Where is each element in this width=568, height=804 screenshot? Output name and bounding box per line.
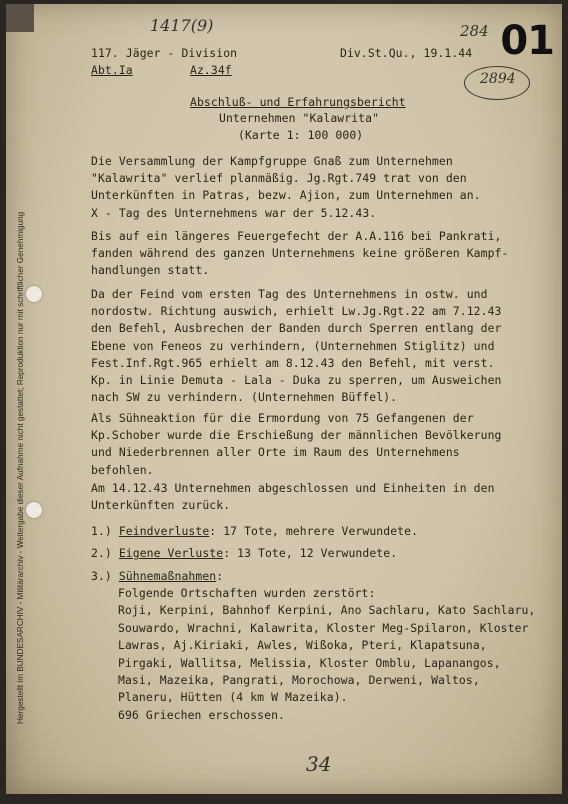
destroyed-villages-line: Roji, Kerpini, Bahnhof Kerpini, Ano Sachlaru, Kato Sachlaru, (118, 603, 536, 618)
list-number: 2.) (91, 546, 119, 560)
destroyed-villages-line: Planeru, Hütten (4 km W Mazeika). (118, 690, 348, 705)
punch-hole-bottom (26, 502, 42, 518)
paragraph-1-line: X - Tag des Unternehmens war der 5.12.43. (91, 205, 377, 220)
archive-stamp-text: Hergestellt im BUNDESARCHIV - Militärarchiv - Weitergabe dieser Aufnahme nicht gestattet; Reproduktion nur mit schriftlicher Genehmigung (16, 211, 25, 724)
destroyed-villages-line: Lawras, Aj.Kiriaki, Awles, Wißoka, Pteri, Klapatsuna, (118, 638, 487, 653)
paragraph-3-line: Da der Feind vom ersten Tag des Unternehmens in ostw. und (91, 287, 488, 301)
paragraph-2-line: Bis auf ein längeres Feuergefecht der A.A.116 bei Pankrati, (91, 229, 502, 243)
paragraph-4-line: Kp.Schober wurde die Erschießung der männlichen Bevölkerung (91, 428, 502, 443)
list-label: Eigene Verluste (118, 546, 224, 560)
corner-tab (6, 4, 34, 32)
paragraph-3-line: nach SW zu verhindern. (Unternehmen Büffel). (91, 390, 398, 405)
loss-list-item (91, 569, 223, 583)
location-date: Div.St.Qu., 19.1.44 (340, 46, 473, 60)
document-page (6, 4, 562, 794)
paragraph-5-line: Unterkünften zurück. (91, 498, 231, 513)
destroyed-villages-line: Masi, Mazeika, Pangrati, Morochowa, Derweni, Waltos, (118, 673, 480, 687)
list-number: 3.) (91, 569, 119, 583)
paragraph-3-line: Fest.Inf.Rgt.965 erhielt am 8.12.43 den Befehl, mit verst. (91, 355, 495, 370)
paragraph-2-line: fanden während des ganzen Unternehmens keine größeren Kampf- (91, 246, 509, 261)
map-reference: (Karte 1: 100 000) (238, 128, 364, 142)
destroyed-villages-line: Pirgaki, Wallitsa, Melissia, Kloster Omblu, Lapanangos, (118, 655, 501, 670)
handwritten-page-number: 34 (306, 752, 332, 776)
handwritten-page-ref: 284 (460, 22, 489, 40)
paragraph-4-line: befohlen. (91, 462, 154, 477)
paragraph-3-line: den Befehl, Ausbrechen der Banden durch Sperren entlang der (91, 321, 502, 336)
department: Abt.Ia (91, 63, 133, 77)
paragraph-3-line: Ebene von Feneos zu verhindern, (Unternehmen Stiglitz) und (91, 338, 495, 353)
list-label: Sühnemaßnahmen (118, 569, 217, 583)
paragraph-1-line: Unterkünften in Patras, bezw. Ajion, zum Unternehmen an. (91, 188, 481, 203)
destroyed-villages-line: Souwardo, Wrachni, Kalawrita, Kloster Meg-Spilaron, Kloster (118, 620, 529, 635)
destroyed-villages-line: 696 Griechen erschossen. (118, 707, 285, 722)
division-name: 117. Jäger - Division (91, 46, 238, 60)
paragraph-4-line: und Niederbrennen aller Orte im Raum des Unternehmens (91, 445, 460, 460)
list-number: 1.) (91, 524, 119, 538)
paragraph-2-line: handlungen statt. (91, 263, 210, 278)
loss-list-item (91, 546, 397, 560)
archive-stamp (6, 124, 50, 744)
paragraph-3-line: Kp. in Linie Demuta - Lala - Duka zu sperren, um Ausweichen (91, 373, 502, 387)
handwritten-oval-number: 2894 (480, 71, 516, 87)
list-text: : (216, 569, 224, 583)
paragraph-1-line: Die Versammlung der Kampfgruppe Gnaß zum Unternehmen (91, 154, 453, 168)
paragraph-4-line: Als Sühneaktion für die Ermordung von 75 Gefangenen der (91, 411, 474, 425)
paragraph-3-line: nordostw. Richtung auswich, erhielt Lw.Jg.Rgt.22 am 7.12.43 (91, 304, 502, 319)
report-title: Abschluß- und Erfahrungsbericht (190, 95, 406, 109)
punch-hole-top (26, 286, 42, 302)
handwritten-archive-number: 1417(9) (150, 16, 214, 35)
destroyed-villages-line: Folgende Ortschaften wurden zerstört: (118, 586, 376, 600)
loss-list-item (91, 524, 418, 538)
paragraph-1-line: "Kalawrita" verlief planmäßig. Jg.Rgt.749 trat von den (91, 171, 467, 186)
folio-number: 01 (500, 18, 554, 64)
paragraph-5-line: Am 14.12.43 Unternehmen abgeschlossen und Einheiten in den (91, 481, 495, 495)
list-text: : 17 Tote, mehrere Verwundete. (209, 524, 419, 538)
file-reference: Az.34f (190, 63, 232, 77)
operation-name: Unternehmen "Kalawrita" (219, 111, 380, 125)
list-text: : 13 Tote, 12 Verwundete. (223, 546, 398, 560)
list-label: Feindverluste (118, 524, 210, 538)
